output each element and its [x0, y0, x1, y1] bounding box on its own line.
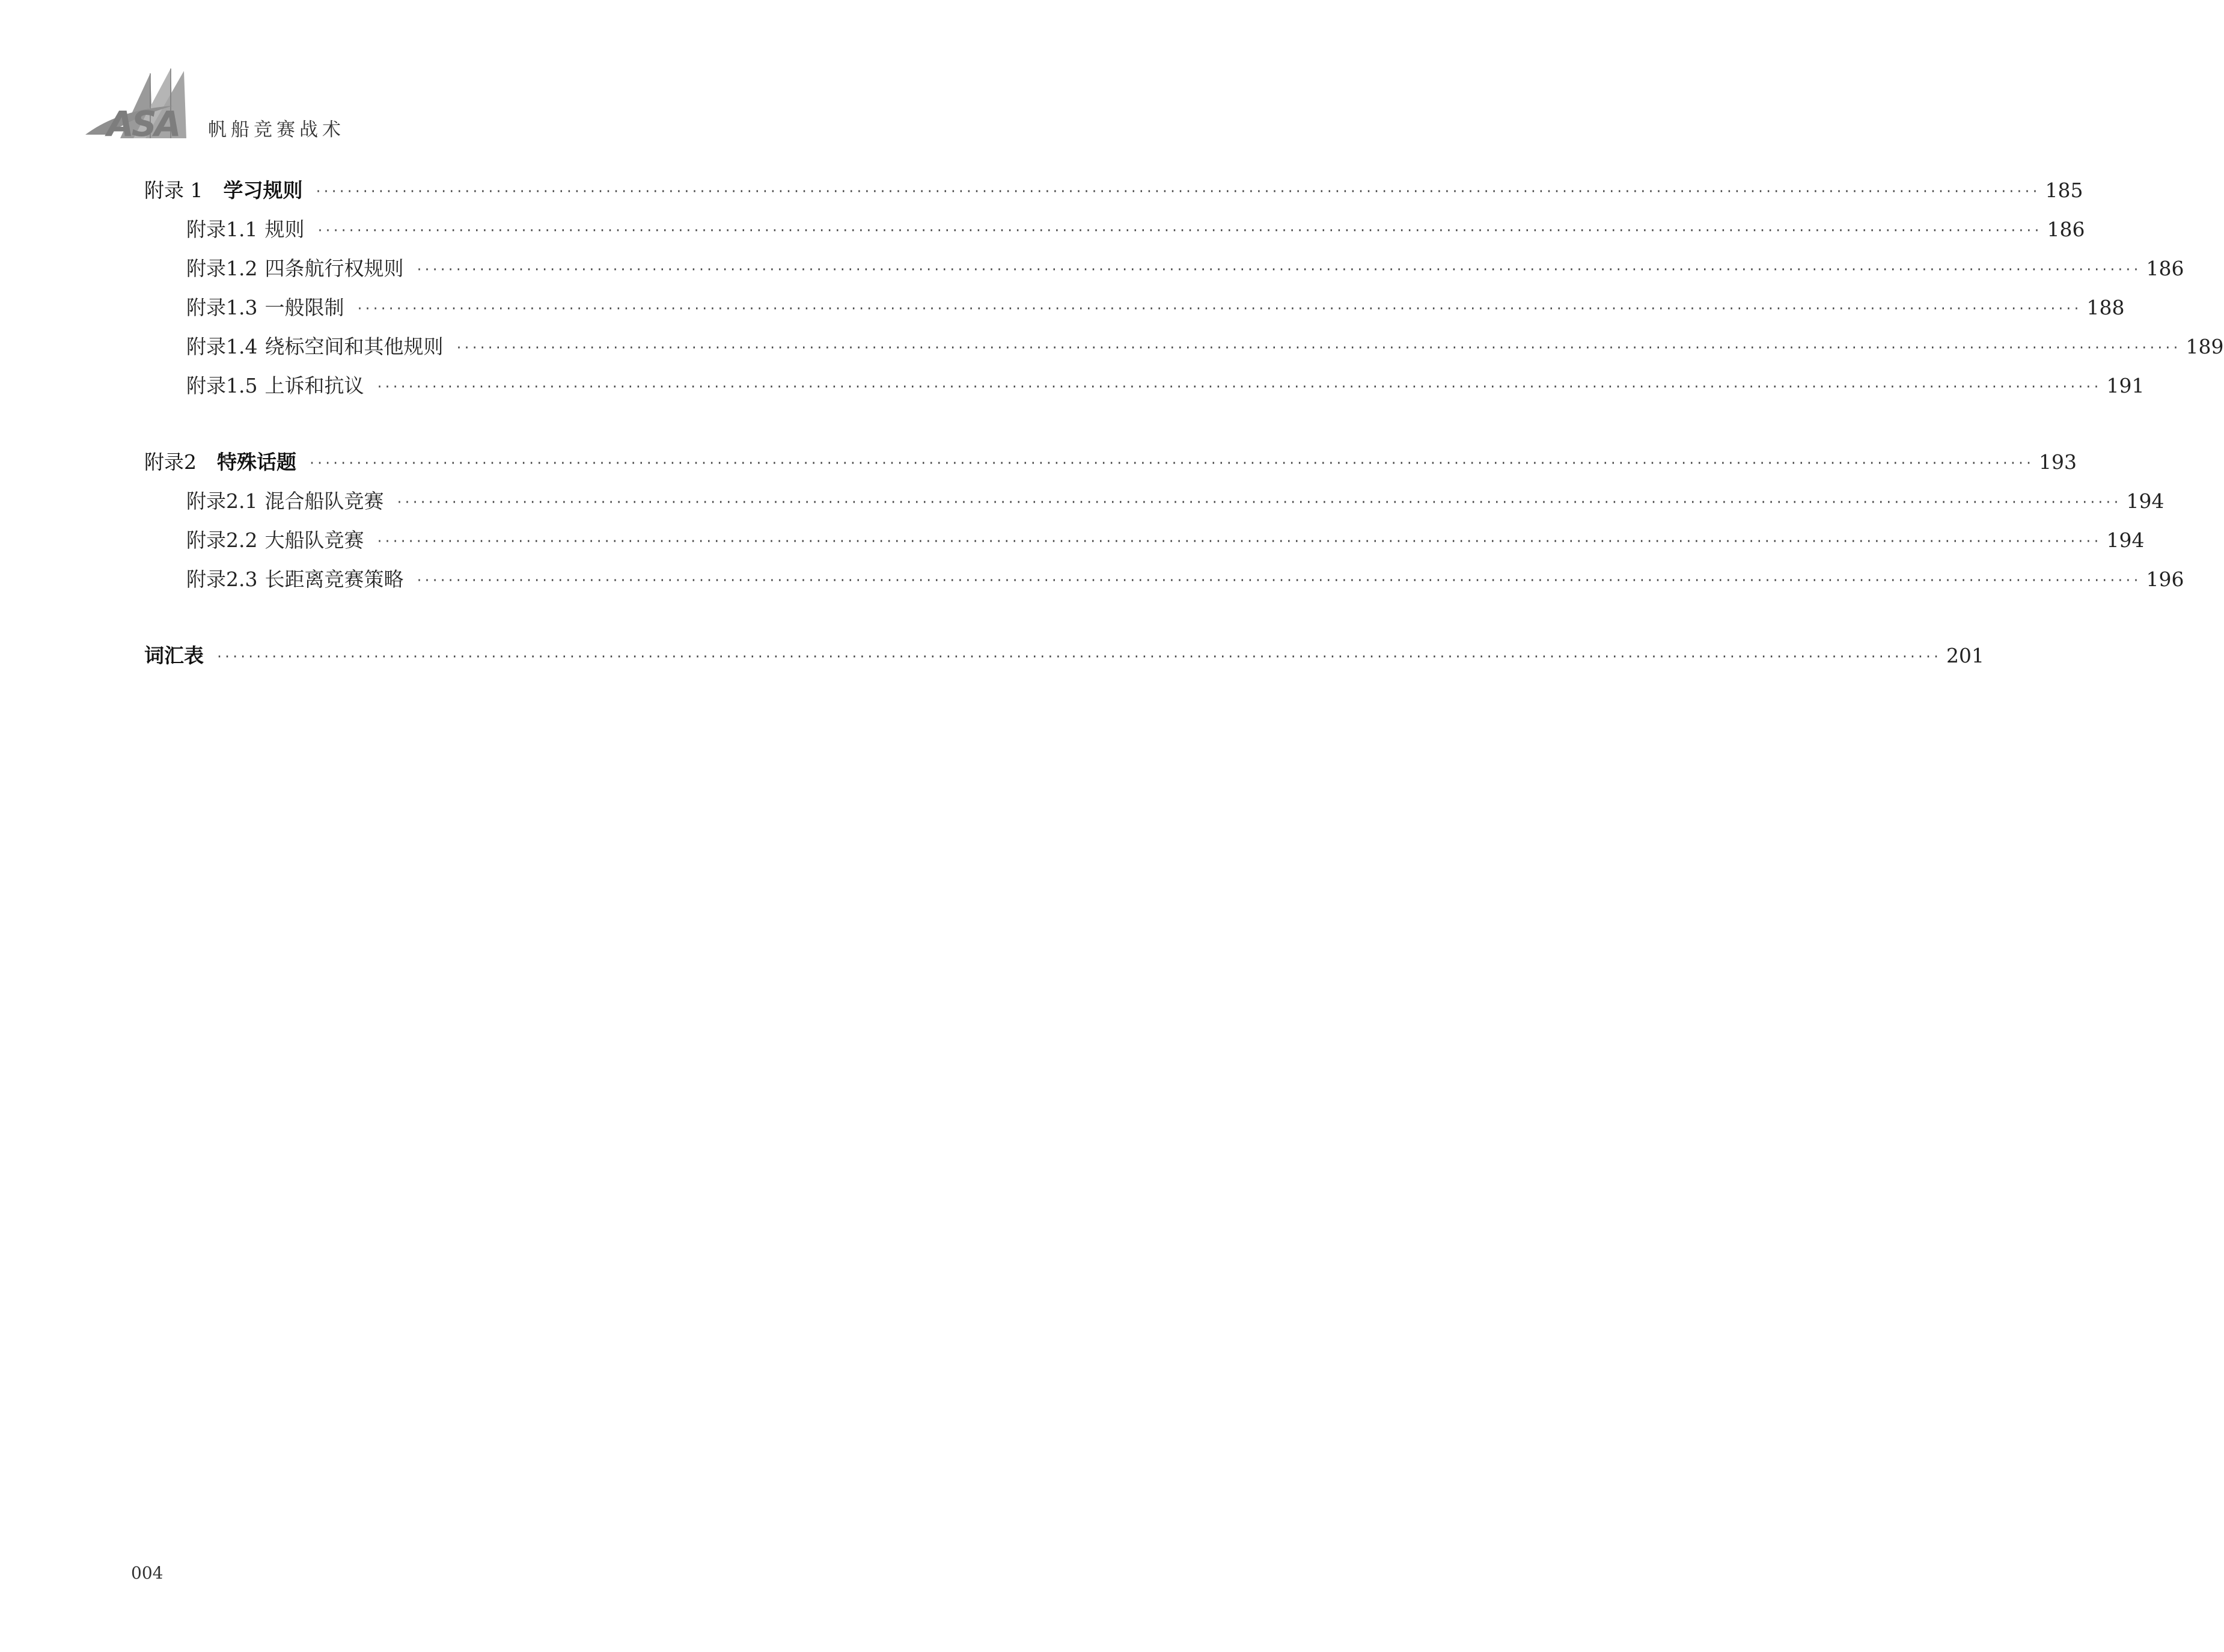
toc-page-number: 189: [2186, 335, 2224, 358]
toc-dot-leader: ····························································································································································································································: [396, 495, 2121, 509]
toc-group: [144, 171, 2224, 405]
toc-section-entry[interactable]: [144, 327, 2224, 366]
toc-entry-label: [186, 366, 364, 405]
toc-entry-title: 混合船队竞赛: [264, 489, 384, 513]
toc-entry-number: 附录1.1: [186, 218, 258, 241]
toc-entry-title: 绕标空间和其他规则: [264, 335, 444, 358]
toc-dot-leader: ····························································································································································································································: [455, 340, 2180, 355]
toc-entry-label: [144, 636, 204, 675]
toc-entry-title: 上诉和抗议: [264, 374, 364, 397]
toc-entry-label: [186, 560, 403, 599]
toc-entry-label: [186, 288, 344, 327]
toc-entry-title: 大船队竞赛: [264, 528, 364, 552]
table-of-contents: [144, 171, 2224, 675]
toc-section-entry[interactable]: [144, 249, 2184, 288]
toc-group: [144, 636, 1985, 675]
page-number: 004: [131, 1563, 163, 1583]
toc-section-entry[interactable]: [144, 482, 2164, 521]
toc-entry-title: 学习规则: [223, 179, 303, 202]
toc-page-number: 201: [1946, 644, 1985, 667]
running-header: [83, 67, 444, 144]
toc-section-entry[interactable]: [144, 366, 2145, 405]
toc-entry-number: 附录1.4: [186, 335, 258, 358]
toc-entry-number: 附录1.3: [186, 296, 258, 319]
toc-page-number: 186: [2047, 218, 2085, 241]
toc-entry-number: 附录2: [144, 450, 197, 474]
toc-group: [144, 442, 2184, 599]
toc-entry-number: 附录2.3: [186, 567, 258, 591]
toc-section-entry[interactable]: [144, 521, 2145, 560]
toc-section-entry[interactable]: [144, 288, 2125, 327]
toc-dot-leader: ····························································································································································································································: [356, 301, 2081, 316]
toc-dot-leader: ····························································································································································································································: [376, 534, 2101, 548]
toc-section-entry[interactable]: [144, 210, 2085, 249]
toc-chapter-entry[interactable]: [144, 442, 2077, 482]
toc-dot-leader: ····························································································································································································································: [415, 573, 2140, 587]
toc-entry-title: 长距离竞赛策略: [264, 567, 404, 591]
toc-entry-number: 附录2.1: [186, 489, 258, 513]
toc-chapter-entry[interactable]: [144, 636, 1985, 675]
book-title: 帆船竞赛战术: [208, 119, 345, 141]
toc-entry-number: 附录 1: [144, 179, 203, 202]
asa-sail-logo-icon: [83, 67, 209, 144]
toc-entry-label: [186, 482, 383, 521]
toc-entry-title: 词汇表: [144, 644, 204, 667]
toc-entry-label: [186, 327, 443, 366]
toc-entry-label: [186, 210, 304, 249]
toc-dot-leader: ····························································································································································································································: [376, 379, 2101, 394]
toc-entry-title: 特殊话题: [217, 450, 296, 474]
toc-page-number: 191: [2106, 374, 2145, 397]
toc-page-number: 186: [2146, 257, 2184, 280]
toc-entry-label: [144, 442, 296, 482]
toc-entry-title: 四条航行权规则: [264, 257, 404, 280]
toc-entry-label: [186, 521, 364, 560]
toc-page-number: 193: [2039, 450, 2077, 474]
toc-page-number: 196: [2146, 567, 2184, 591]
toc-entry-number: 附录2.2: [186, 528, 258, 552]
toc-entry-number: 附录1.5: [186, 374, 258, 397]
toc-entry-number: 附录1.2: [186, 257, 258, 280]
toc-entry-label: [186, 249, 403, 288]
toc-page-number: 185: [2045, 179, 2083, 202]
toc-section-entry[interactable]: [144, 560, 2184, 599]
toc-dot-leader: ····························································································································································································································: [216, 649, 1941, 664]
toc-page-number: 194: [2106, 528, 2145, 552]
toc-dot-leader: ····························································································································································································································: [415, 262, 2140, 277]
toc-dot-leader: ····························································································································································································································: [316, 223, 2041, 237]
logo-text: ASA: [107, 103, 179, 144]
toc-entry-title: 一般限制: [264, 296, 344, 319]
toc-entry-title: 规则: [264, 218, 305, 241]
toc-entry-label: [144, 171, 303, 210]
toc-page-number: 188: [2086, 296, 2125, 319]
toc-chapter-entry[interactable]: [144, 171, 2083, 210]
toc-dot-leader: ····························································································································································································································: [308, 456, 2033, 470]
toc-page-number: 194: [2126, 489, 2164, 513]
toc-dot-leader: ····························································································································································································································: [314, 184, 2039, 198]
